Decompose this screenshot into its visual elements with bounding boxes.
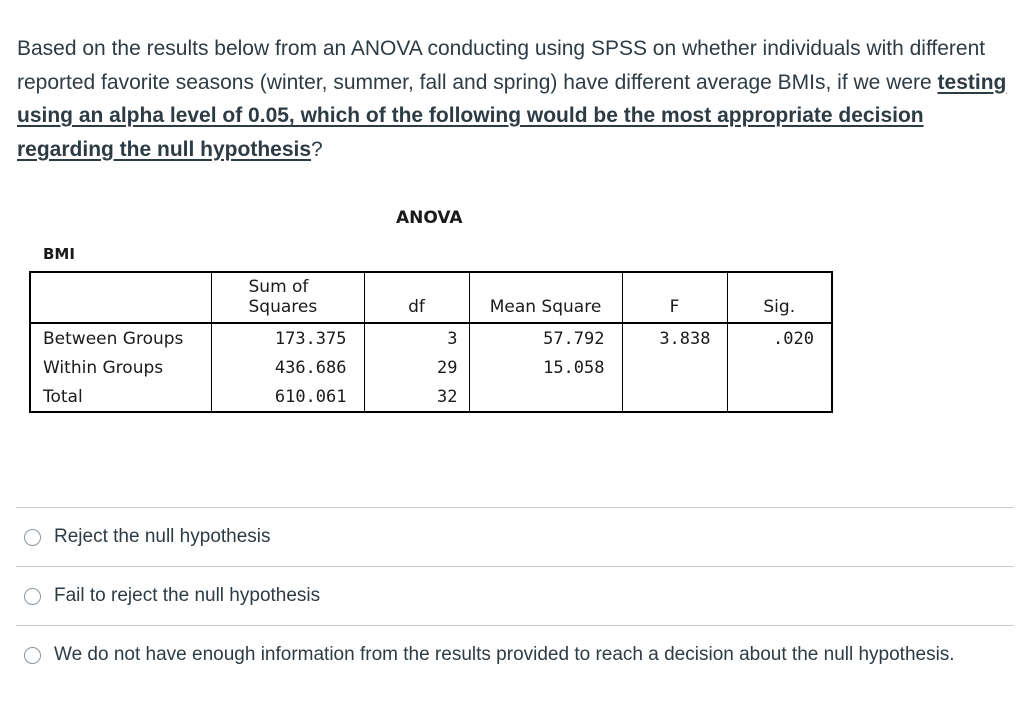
anova-title: ANOVA <box>396 208 463 228</box>
answer-option-not-enough-info[interactable] <box>16 625 1014 684</box>
question-end: ? <box>311 137 323 161</box>
answer-label: We do not have enough information from the results provided to reach a decision about the null hypothesis. <box>54 644 955 665</box>
anova-header-row <box>30 272 832 323</box>
radio-button[interactable] <box>24 588 41 605</box>
radio-button[interactable] <box>24 647 41 664</box>
cell-mean-square <box>469 382 622 412</box>
header-f: F <box>622 272 727 323</box>
answer-label: Reject the null hypothesis <box>54 526 271 547</box>
cell-sig <box>727 353 832 382</box>
header-df: df <box>364 272 469 323</box>
cell-f: 3.838 <box>622 323 727 353</box>
table-row <box>30 323 832 353</box>
cell-df: 32 <box>364 382 469 412</box>
cell-f <box>622 382 727 412</box>
anova-table <box>29 271 833 413</box>
cell-sum-of-squares: 610.061 <box>211 382 364 412</box>
dependent-variable-label: BMI <box>43 245 75 263</box>
cell-sig: .020 <box>727 323 832 353</box>
cell-sig <box>727 382 832 412</box>
cell-mean-square: 15.058 <box>469 353 622 382</box>
cell-df: 3 <box>364 323 469 353</box>
cell-f <box>622 353 727 382</box>
row-label: Total <box>30 382 211 412</box>
header-sig: Sig. <box>727 272 832 323</box>
answer-option-reject[interactable] <box>16 507 1014 566</box>
header-sum-of-squares-line1: Sum of <box>248 277 309 297</box>
cell-sum-of-squares: 436.686 <box>211 353 364 382</box>
answer-list <box>16 507 1014 684</box>
answer-label: Fail to reject the null hypothesis <box>54 585 321 606</box>
question-text <box>17 32 1017 166</box>
cell-mean-square: 57.792 <box>469 323 622 353</box>
header-sum-of-squares <box>211 272 364 323</box>
row-label: Between Groups <box>30 323 211 353</box>
question-intro: Based on the results below from an ANOVA conducting using SPSS on whether individuals with different reported favorite seasons (winter, summer, fall and spring) have different average BMIs, if we were <box>17 37 986 94</box>
question-emphasis: testing using an alpha level of 0.05, which of the following would be the most appropriate decision regarding the null hypothesis <box>17 70 1007 161</box>
header-blank <box>30 272 211 323</box>
header-sum-of-squares-line2: Squares <box>248 297 318 317</box>
cell-df: 29 <box>364 353 469 382</box>
table-row <box>30 353 832 382</box>
header-mean-square: Mean Square <box>469 272 622 323</box>
radio-button[interactable] <box>24 529 41 546</box>
cell-sum-of-squares: 173.375 <box>211 323 364 353</box>
answer-option-fail-to-reject[interactable] <box>16 566 1014 625</box>
table-row <box>30 382 832 412</box>
row-label: Within Groups <box>30 353 211 382</box>
